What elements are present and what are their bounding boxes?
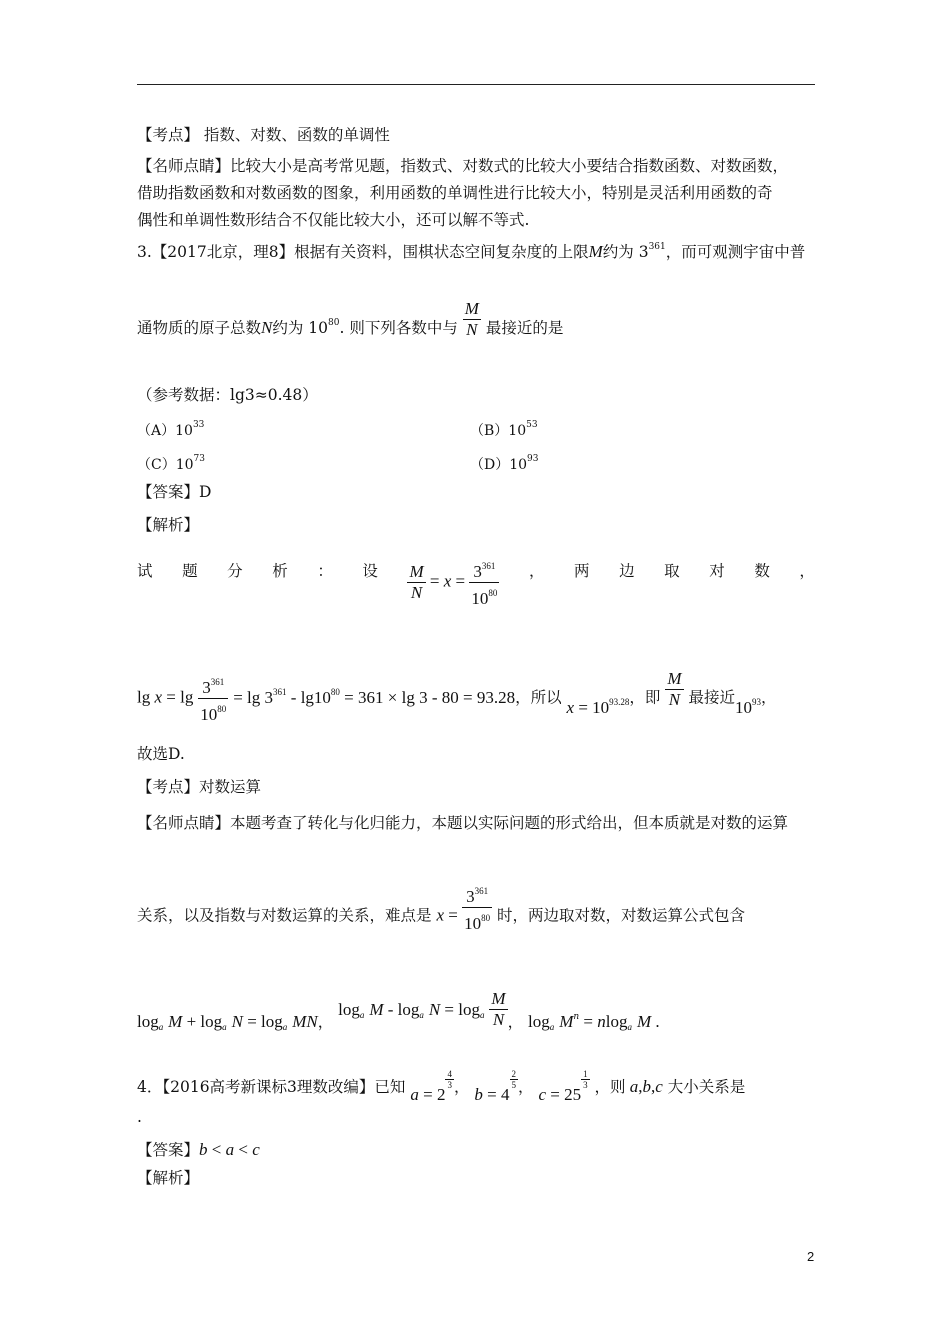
q3-conclusion: 故选D. [137, 745, 185, 763]
log-formulas-line: $\log_a M + \log_a N = \log_a$ MN， $\log_a M - \log_a N = \log_a$ $\frac{M}{N}$ ， $\log_a M^n = nlog_a$ M . [137, 988, 660, 1032]
q3-jiexi-label: 【解析】 [137, 516, 200, 534]
fraction-m-over-n: $\frac{M}{N}$ [464, 298, 479, 339]
q3-line-1: 3.【2017北京，理8】根据有关资料，围棋状态空间复杂度的上限M约为 $3^{361}$，而可观测宇宙中普 [137, 242, 806, 261]
dianjing-1-line-1: 【名师点睛】比较大小是高考常见题，指数式、对数式的比较大小要结合指数函数、对数函数， [137, 157, 789, 175]
formula-let-x: $\frac{M}{N}$ = x = $\frac{3^{361}}{10^{80}}$ [407, 556, 499, 609]
dianjing-1-line-2: 借助指数函数和对数函数的图象，利用函数的单调性进行比较大小，特别是灵活利用函数的奇 [137, 184, 773, 202]
q4-jiexi-label: 【解析】 [137, 1169, 200, 1187]
dianjing-2-line-2: 关系，以及指数与对数运算的关系，难点是 x = $\frac{3^{361}}{10^{80}}$ 时，两边取对数，对数运算公式包含 [137, 899, 745, 934]
q3-reference-data: （参考数据：lg3≈0.48） [137, 386, 318, 404]
page-number: 2 [807, 1249, 815, 1264]
q3-answer: 【答案】D [137, 483, 212, 501]
q3-option-a: $(A)10^{33}$ [137, 420, 205, 439]
q3-equation-line: lg x = lg $\frac{3^{361}}{10^{80}}$ = $\lg 3^{361} - \lg 10^{80} = 361 \times \lg 3 - 80 = 93.28$，所以 $x = 10^{93.28}$，即 $\frac{M}{N}$ 最接近$10^{93}$， [137, 669, 777, 724]
q3-option-c: $(C)10^{73}$ [137, 454, 205, 473]
kaodian-1: 【考点】 指数、对数、函数的单调性 [137, 126, 390, 144]
q3-line-2: 通物质的原子总数N约为 $10^{80}$. 则下列各数中与 $\frac{M}{N}$ 最接近的是 [137, 298, 564, 339]
q4-line: 4．【2016高考新课标3理数改编】已知 a = 2 $\frac{4}{3}$ ， b = 4 $\frac{2}{5}$ ， c = 25 $\frac{1}{3}$ ，则 a,b,c 大小关系是 [137, 1068, 746, 1104]
dianjing-2-line-1: 【名师点睛】本题考查了转化与化归能力，本题以实际问题的形式给出，但本质就是对数的运算 [137, 814, 789, 832]
kaodian-2: 【考点】对数运算 [137, 778, 262, 796]
header-rule [137, 84, 815, 85]
q4-dot: . [137, 1108, 142, 1126]
dianjing-1-line-3: 偶性和单调性数形结合不仅能比较大小，还可以解不等式. [137, 211, 530, 229]
q3-option-d: $(D)10^{93}$ [470, 454, 539, 473]
q3-analysis-line: 试 题 分 析 ： 设 $\frac{M}{N}$ = x = $\frac{3^{361}}{10^{80}}$ ， 两 边 取 对 数 ， [137, 560, 815, 609]
q3-option-b: $(B)10^{53}$ [470, 420, 538, 439]
q4-answer: 【答案】b < a < c [137, 1140, 260, 1159]
